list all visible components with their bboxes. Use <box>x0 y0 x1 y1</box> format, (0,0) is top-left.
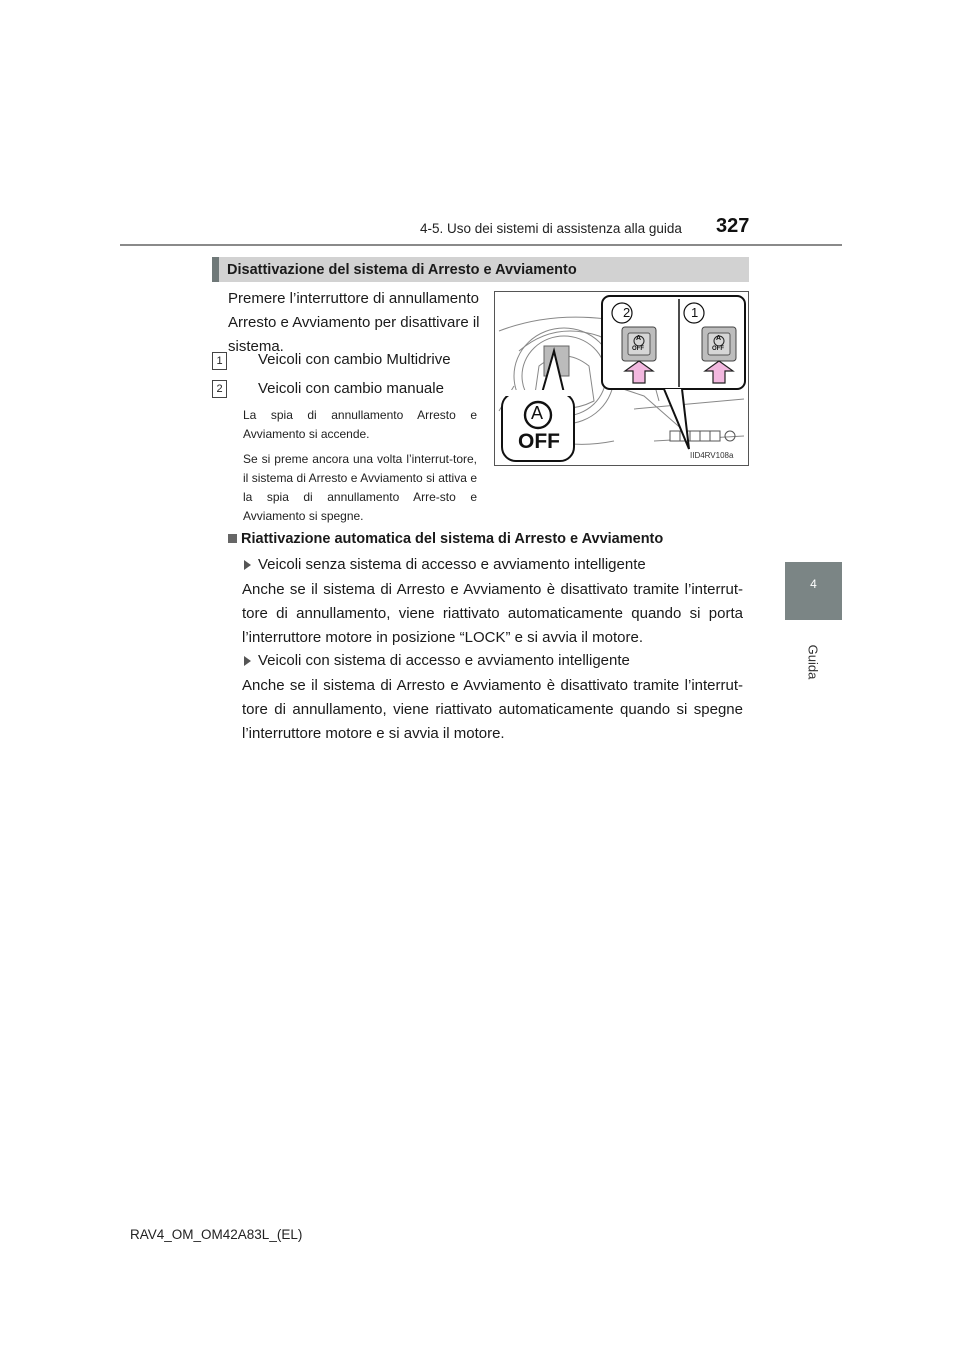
list-item-manual: Veicoli con cambio manuale <box>258 380 444 397</box>
subsection-bullet-icon <box>228 534 237 543</box>
subsection-heading: Riattivazione automatica del sistema di Arresto e Avviamento <box>241 531 664 547</box>
case-label-with-smart-key: Veicoli con sistema di accesso e avviamento intelligente <box>258 652 630 669</box>
note-indicator-on: La spia di annullamento Arresto e Avviamento si accende. <box>243 408 477 441</box>
list-item-multidrive: Veicoli con cambio Multidrive <box>258 351 451 368</box>
case-text-without-smart-key: Anche se il sistema di Arresto e Avviamento è disattivato tramite l’interrut-tore di annullamento, viene riattivato automaticamente quando si porta l’interruttore motore in posizione “LOCK” e si avvia il motore. <box>242 581 743 646</box>
switch-2-letter: A <box>636 335 642 342</box>
switch-1-letter: A <box>716 335 722 342</box>
switch-1-off: OFF <box>712 346 724 352</box>
document-code: RAV4_OM_OM42A83L_(EL) <box>130 1227 303 1242</box>
chapter-tab-label-wrap <box>803 627 823 697</box>
chapter-tab <box>785 562 842 620</box>
case-label-without-smart-key: Veicoli senza sistema di accesso e avviamento intelligente <box>258 556 646 573</box>
chapter-tab-label: Guida <box>805 644 821 680</box>
section-header: 4-5. Uso dei sistemi di assistenza alla guida <box>420 221 682 236</box>
dashboard-illustration <box>494 291 749 466</box>
intro-paragraph: Premere l’interruttore di annullamento Arresto e Avviamento per disattivare il sistema. <box>228 290 480 355</box>
callout-1: 1 <box>691 305 699 320</box>
page-number: 327 <box>716 215 750 237</box>
section-heading-marker <box>212 257 219 282</box>
triangle-bullet-icon <box>244 560 251 570</box>
case-text-with-smart-key: Anche se il sistema di Arresto e Avviamento è disattivato tramite l’interrut-tore di annullamento, viene riattivato automaticamente quando si spegne l’interruttore motore e si avvia il motore. <box>242 677 743 742</box>
header-rule <box>120 244 842 246</box>
illustration-code: IID4RV108a <box>690 451 734 460</box>
chapter-tab-number: 4 <box>810 577 817 591</box>
list-number-2: 2 <box>212 380 227 398</box>
callout-2: 2 <box>623 305 631 320</box>
triangle-bullet-icon <box>244 656 251 666</box>
off-button-text: OFF <box>518 430 560 453</box>
list-number-1: 1 <box>212 352 227 370</box>
off-button-letter: A <box>531 403 544 423</box>
section-title: Disattivazione del sistema di Arresto e Avviamento <box>227 262 577 278</box>
note-press-again: Se si preme ancora una volta l’interrut-tore, il sistema di Arresto e Avviamento si attiva e la spia di annullamento Arre-sto e Avviamento si spegne. <box>243 452 477 523</box>
switch-2-off: OFF <box>632 346 644 352</box>
